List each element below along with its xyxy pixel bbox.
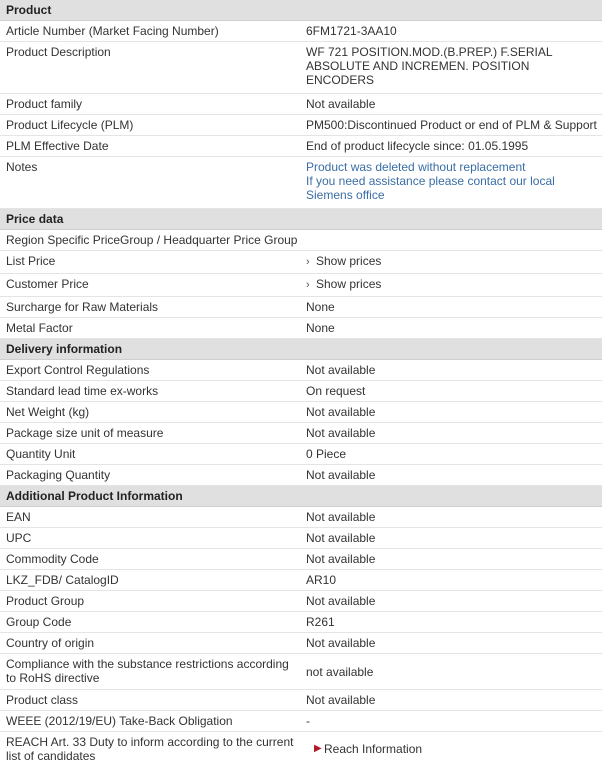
row-label: Product Group bbox=[6, 594, 85, 608]
table-row bbox=[0, 21, 602, 42]
row-label: Quantity Unit bbox=[6, 447, 76, 461]
table-row bbox=[0, 251, 602, 274]
row-label: Export Control Regulations bbox=[6, 363, 150, 377]
row-value: Not available bbox=[306, 97, 376, 111]
row-value: - bbox=[306, 714, 310, 728]
row-label: Packaging Quantity bbox=[6, 468, 111, 482]
reach-information-link[interactable] bbox=[300, 732, 602, 765]
table-row bbox=[0, 297, 602, 318]
row-label: LKZ_FDB/ CatalogID bbox=[6, 573, 119, 587]
row-value: 6FM1721-3AA10 bbox=[306, 24, 397, 38]
row-label: List Price bbox=[6, 254, 56, 268]
row-label: Package size unit of measure bbox=[6, 426, 164, 440]
row-label: WEEE (2012/19/EU) Take-Back Obligation bbox=[6, 714, 233, 728]
row-label: Standard lead time ex-works bbox=[6, 384, 159, 398]
row-value: End of product lifecycle since: 01.05.1995 bbox=[306, 139, 529, 153]
row-label: Article Number (Market Facing Number) bbox=[6, 24, 219, 38]
row-value: WF 721 POSITION.MOD.(B.PREP.) F.SERIAL ABSOLUTE AND INCREMEN. POSITION ENCODERS bbox=[306, 45, 553, 87]
table-row bbox=[0, 690, 602, 711]
row-value: not available bbox=[306, 665, 374, 679]
section-price-heading: Price data bbox=[0, 209, 602, 230]
row-value: Not available bbox=[306, 510, 376, 524]
table-row bbox=[0, 444, 602, 465]
row-label: Surcharge for Raw Materials bbox=[6, 300, 159, 314]
table-row bbox=[0, 42, 602, 94]
row-value: Not available bbox=[306, 363, 376, 377]
row-value: R261 bbox=[306, 615, 335, 629]
product-deleted-link[interactable]: Product was deleted without replacement bbox=[306, 160, 526, 174]
table-row bbox=[0, 549, 602, 570]
section-delivery-heading: Delivery information bbox=[0, 339, 602, 360]
row-label: Net Weight (kg) bbox=[6, 405, 90, 419]
reach-information-label: Reach Information bbox=[324, 742, 423, 756]
row-label: EAN bbox=[6, 510, 31, 524]
table-row bbox=[0, 94, 602, 115]
row-value: Not available bbox=[306, 594, 376, 608]
row-value: Not available bbox=[306, 531, 376, 545]
row-value: Not available bbox=[306, 552, 376, 566]
table-row bbox=[0, 136, 602, 157]
triangle-right-icon: ▶ bbox=[314, 743, 322, 754]
table-row bbox=[0, 654, 602, 690]
table-row bbox=[0, 423, 602, 444]
row-value: Not available bbox=[306, 426, 376, 440]
show-prices-label: Show prices bbox=[316, 254, 382, 268]
row-label: Product Description bbox=[6, 45, 111, 59]
table-row bbox=[0, 507, 602, 528]
row-value: None bbox=[306, 321, 335, 335]
row-value: Not available bbox=[306, 468, 376, 482]
row-value: On request bbox=[306, 384, 366, 398]
contact-siemens-link[interactable]: If you need assistance please contact our local Siemens office bbox=[306, 174, 555, 202]
row-label: Notes bbox=[6, 160, 38, 174]
table-row bbox=[0, 591, 602, 612]
row-label: Country of origin bbox=[6, 636, 95, 650]
row-value: AR10 bbox=[306, 573, 337, 587]
notes-value bbox=[300, 157, 602, 208]
row-label: Metal Factor bbox=[6, 321, 73, 335]
customer-price-show-button[interactable] bbox=[300, 274, 602, 296]
table-row bbox=[0, 318, 602, 339]
chevron-right-icon: › bbox=[306, 256, 310, 268]
row-value: Not available bbox=[306, 405, 376, 419]
row-label: REACH Art. 33 Duty to inform according to the current list of candidates bbox=[6, 735, 294, 763]
table-row bbox=[0, 570, 602, 591]
table-row bbox=[0, 633, 602, 654]
show-prices-label: Show prices bbox=[316, 277, 382, 291]
row-label: Region Specific PriceGroup / Headquarter Price Group bbox=[6, 233, 298, 247]
table-row bbox=[0, 612, 602, 633]
row-label: Group Code bbox=[6, 615, 72, 629]
row-label: Product Lifecycle (PLM) bbox=[6, 118, 134, 132]
row-label: PLM Effective Date bbox=[6, 139, 109, 153]
table-row bbox=[0, 732, 602, 765]
row-value: PM500:Discontinued Product or end of PLM & Support bbox=[306, 118, 597, 132]
table-row bbox=[0, 360, 602, 381]
table-row bbox=[0, 157, 602, 209]
row-label: Product family bbox=[6, 97, 83, 111]
table-row bbox=[0, 402, 602, 423]
row-label: UPC bbox=[6, 531, 32, 545]
table-row bbox=[0, 528, 602, 549]
row-value: Not available bbox=[306, 636, 376, 650]
chevron-right-icon: › bbox=[306, 279, 310, 291]
row-value: Not available bbox=[306, 693, 376, 707]
row-value: None bbox=[306, 300, 335, 314]
row-label: Commodity Code bbox=[6, 552, 99, 566]
row-label: Compliance with the substance restrictions according to RoHS directive bbox=[6, 657, 289, 685]
row-value: 0 Piece bbox=[306, 447, 347, 461]
row-label: Customer Price bbox=[6, 277, 89, 291]
table-row bbox=[0, 230, 602, 251]
section-product-heading: Product bbox=[0, 0, 602, 21]
table-row bbox=[0, 381, 602, 402]
list-price-show-button[interactable] bbox=[300, 251, 602, 273]
section-additional-heading: Additional Product Information bbox=[0, 486, 602, 507]
table-row bbox=[0, 274, 602, 297]
table-row bbox=[0, 465, 602, 486]
row-label: Product class bbox=[6, 693, 79, 707]
table-row bbox=[0, 115, 602, 136]
table-row bbox=[0, 711, 602, 732]
